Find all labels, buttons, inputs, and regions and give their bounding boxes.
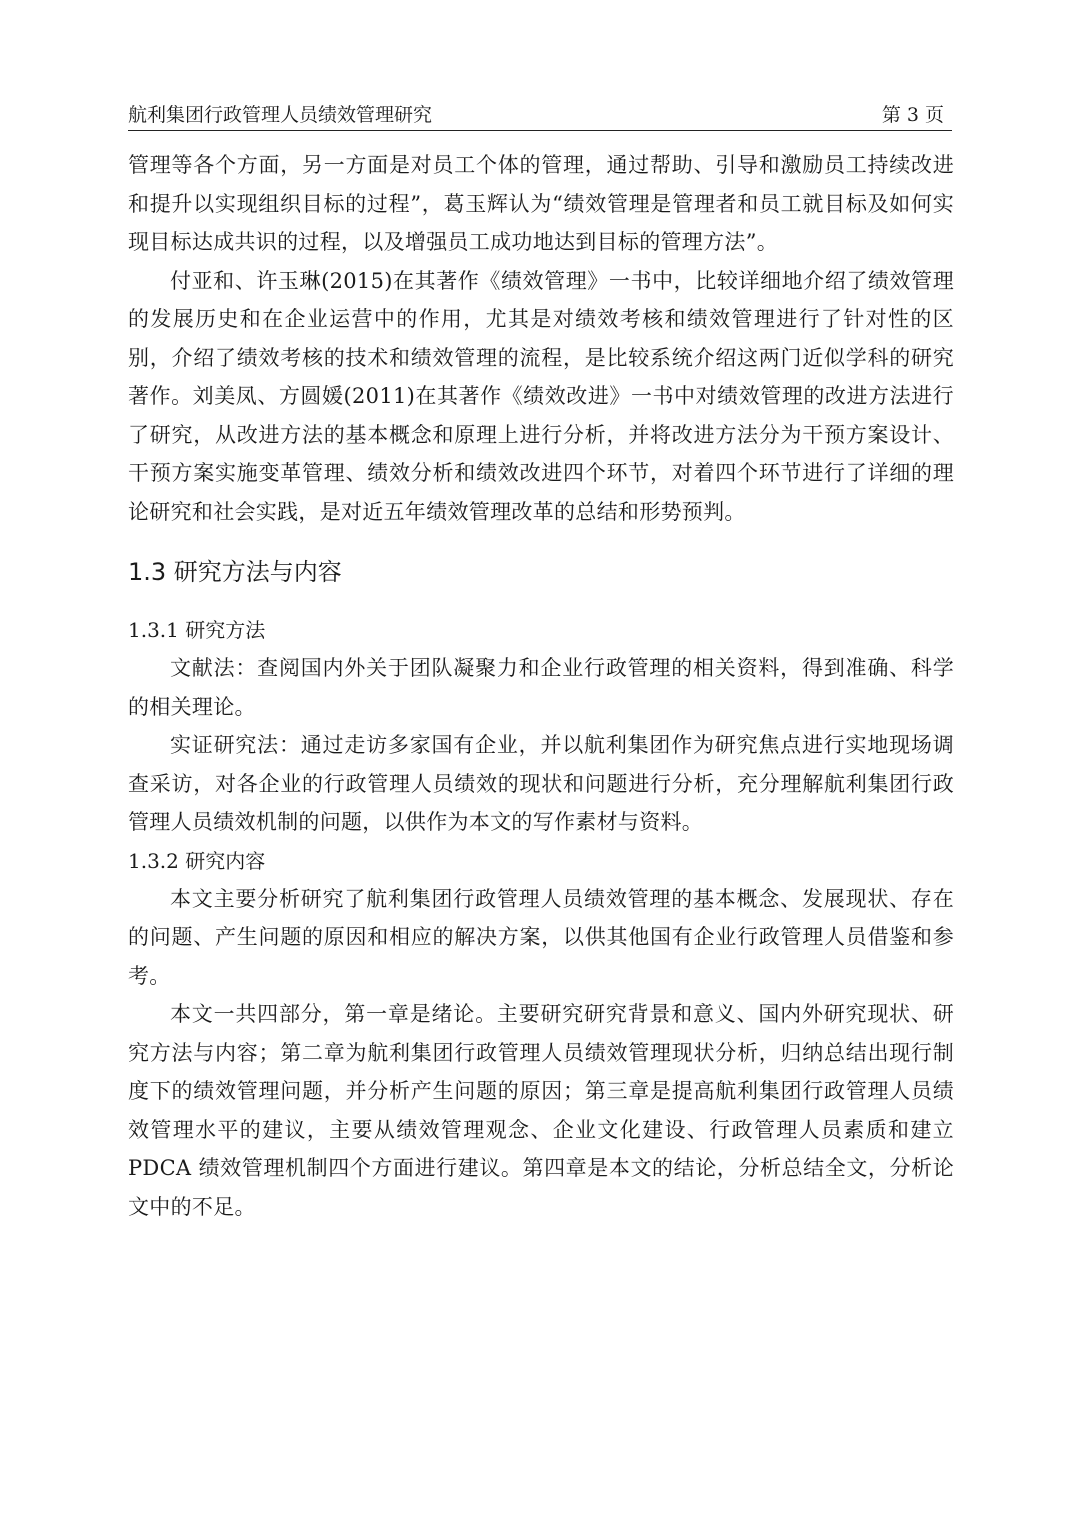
page-header [128, 100, 952, 131]
page-body [128, 146, 954, 1226]
paragraph-research-content: 本文主要分析研究了航利集团行政管理人员绩效管理的基本概念、发展现状、存在的问题、产生问题的原因和相应的解决方案，以供其他国有企业行政管理人员借鉴和参考。 [128, 886, 954, 988]
paragraph-empirical-method: 实证研究法：通过走访多家国有企业，并以航利集团作为研究焦点进行实地现场调查采访，对各企业的行政管理人员绩效的现状和问题进行分析，充分理解航利集团行政管理人员绩效机制的问题，以供作为本文的写作素材与资料。 [128, 733, 954, 834]
paragraph-literature-review: 付亚和、许玉琳(2015)在其著作《绩效管理》一书中，比较详细地介绍了绩效管理的发展历史和在企业运营中的作用，尤其是对绩效考核和绩效管理进行了针对性的区别，介绍了绩效考核的技术和绩效管理的流程，是比较系统介绍这两门近似学科的研究著作。刘美凤、方圆媛(2011)在其著作《绩效改进》一书中对绩效管理的改进方法进行了研究，从改进方法的基本概念和原理上进行分析，并将改进方法分为干预方案设计、干预方案实施变革管理、绩效分析和绩效改进四个环节，对着四个环节进行了详细的理论研究和社会实践，是对近五年绩效管理改革的总结和形势预判。 [128, 268, 954, 524]
subsection-heading-1-3-2: 1.3.2 研究内容 [128, 848, 266, 873]
paragraph-structure-overview: 本文一共四部分，第一章是绪论。主要研究研究背景和意义、国内外研究现状、研究方法与内容；第二章为航利集团行政管理人员绩效管理现状分析，归纳总结出现行制度下的绩效管理问题，并分析产生问题的原因；第三章是提高航利集团行政管理人员绩效管理水平的建议，主要从绩效管理观念、企业文化建设、行政管理人员素质和建立PDCA 绩效管理机制四个方面进行建议。第四章是本文的结论，分析总结全文，分析论文中的不足。 [128, 1002, 954, 1219]
section-heading-1-3: 1.3 研究方法与内容 [128, 558, 342, 586]
subsection-heading-1-3-1: 1.3.1 研究方法 [128, 618, 266, 642]
page-number: 第 3 页 [881, 104, 944, 126]
header-title: 航利集团行政管理人员绩效管理研究 [128, 104, 433, 126]
paragraph-continued: 管理等各个方面，另一方面是对员工个体的管理，通过帮助、引导和激励员工持续改进和提升以实现组织目标的过程”，葛玉辉认为“绩效管理是管理者和员工就目标及如何实现目标达成共识的过程，以及增强员工成功地达到目标的管理方法”。 [128, 153, 954, 254]
paragraph-literature-method: 文献法：查阅国内外关于团队凝聚力和企业行政管理的相关资料，得到准确、科学的相关理论。 [128, 656, 954, 719]
